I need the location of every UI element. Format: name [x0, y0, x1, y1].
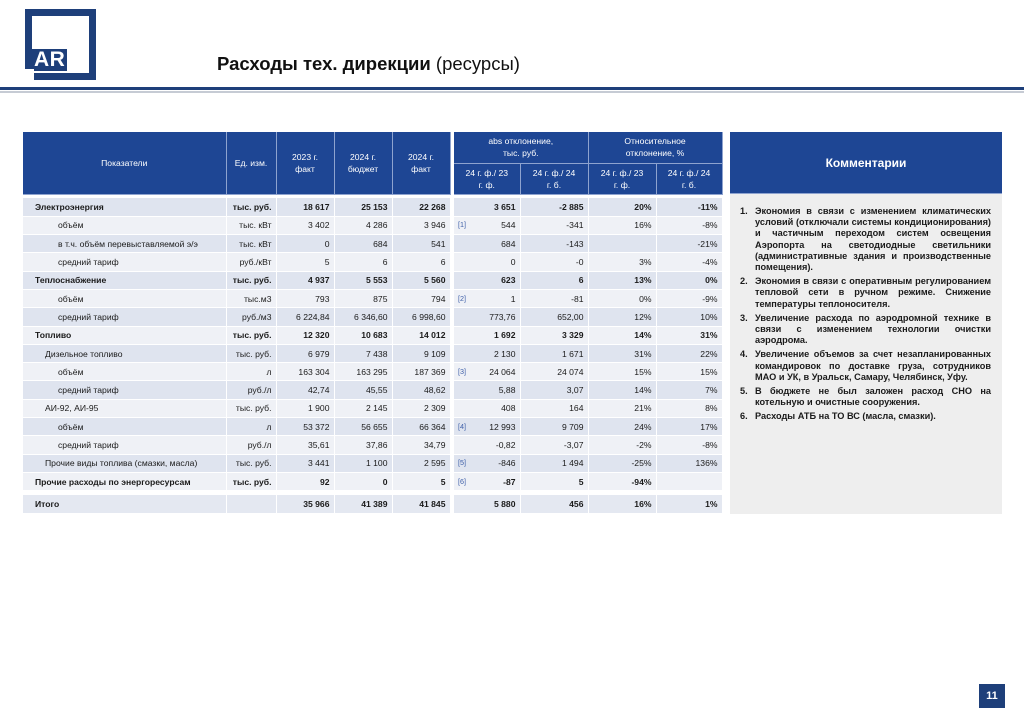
table-cell: 37,86	[334, 436, 392, 454]
table-cell: 35 966	[276, 495, 334, 513]
table-cell: 56 655	[334, 418, 392, 436]
table-cell: 35,61	[276, 436, 334, 454]
table-cell: тыс. кВт	[226, 216, 276, 234]
table-cell: 1 100	[334, 454, 392, 472]
footnote-ref: [2]	[458, 293, 466, 303]
header-divider	[0, 87, 1024, 90]
table-cell: 0%	[656, 271, 722, 289]
table-cell: 541	[392, 235, 450, 253]
table-row	[23, 271, 722, 289]
table-row	[23, 363, 722, 381]
table-cell: 5 880	[454, 495, 520, 513]
table-cell: объём	[23, 418, 226, 436]
table-cell: [2] 1	[454, 289, 520, 307]
table-cell: 3 402	[276, 216, 334, 234]
table-cell: [6] -87	[454, 472, 520, 490]
table-cell: 16%	[588, 216, 656, 234]
table-cell: л	[226, 418, 276, 436]
table-cell: 2 309	[392, 399, 450, 417]
table-row	[23, 418, 722, 436]
table-cell: 2 145	[334, 399, 392, 417]
table-cell: 9 709	[520, 418, 588, 436]
table-cell: -4%	[656, 253, 722, 271]
footnote-ref: [3]	[458, 366, 466, 376]
table-row	[23, 472, 722, 490]
table-cell: [3] 24 064	[454, 363, 520, 381]
table-cell: 5	[520, 472, 588, 490]
table-cell: 13%	[588, 271, 656, 289]
table-cell: средний тариф	[23, 436, 226, 454]
table-cell: 684	[454, 235, 520, 253]
table-cell: 794	[392, 289, 450, 307]
table-cell: 1 692	[454, 326, 520, 344]
table-cell: -0,82	[454, 436, 520, 454]
table-cell: 793	[276, 289, 334, 307]
table-cell: 66 364	[392, 418, 450, 436]
table-cell: 0	[276, 235, 334, 253]
table-cell: 20%	[588, 198, 656, 216]
table-row	[23, 436, 722, 454]
header-rel-vs-budget: 24 г. ф./ 24 г. б.	[656, 163, 722, 194]
table-cell: 6	[392, 253, 450, 271]
table-cell: -8%	[656, 216, 722, 234]
table-cell: 0%	[588, 289, 656, 307]
table-cell: Дизельное топливо	[23, 344, 226, 362]
table-cell: 53 372	[276, 418, 334, 436]
table-cell: 163 295	[334, 363, 392, 381]
table-cell: 684	[334, 235, 392, 253]
table-cell: 14%	[588, 381, 656, 399]
table-cell: 8%	[656, 399, 722, 417]
table-cell: -0	[520, 253, 588, 271]
table-cell: 5 553	[334, 271, 392, 289]
table-cell: средний тариф	[23, 308, 226, 326]
table-cell: Теплоснабжение	[23, 271, 226, 289]
page-title-bold: Расходы тех. дирекции	[217, 53, 431, 74]
header-rel-vs-2023: 24 г. ф./ 23 г. ф.	[588, 163, 656, 194]
table-cell: 48,62	[392, 381, 450, 399]
comment-item: 1. Экономия в связи с изменением климатических условий (отключали системы кондиционирования) и частичным переходом систем освещения Аэропорта на светодиодные светильники (административные здания и производственные помещения).	[740, 206, 991, 273]
table-cell: [4] 12 993	[454, 418, 520, 436]
table-cell: 773,76	[454, 308, 520, 326]
table-cell: 5	[392, 472, 450, 490]
header-unit: Ед. изм.	[226, 132, 276, 194]
table-cell: Топливо	[23, 326, 226, 344]
table-cell: 3 651	[454, 198, 520, 216]
footnote-ref: [5]	[458, 458, 466, 468]
table-cell: -3,07	[520, 436, 588, 454]
table-cell: средний тариф	[23, 253, 226, 271]
table-cell: [5] -846	[454, 454, 520, 472]
table-cell: -94%	[588, 472, 656, 490]
table-cell: -25%	[588, 454, 656, 472]
table-cell: 5 560	[392, 271, 450, 289]
table-cell: 15%	[656, 363, 722, 381]
table-row	[23, 454, 722, 472]
table-row	[23, 381, 722, 399]
table-row	[23, 326, 722, 344]
table-cell: 6 346,60	[334, 308, 392, 326]
table-cell: 18 617	[276, 198, 334, 216]
table-row-total	[23, 495, 722, 513]
table-cell: тыс. руб.	[226, 198, 276, 216]
table-cell: 9 109	[392, 344, 450, 362]
table-cell: 31%	[656, 326, 722, 344]
table-cell: объём	[23, 363, 226, 381]
table-row	[23, 399, 722, 417]
table-cell: Итого	[23, 495, 226, 513]
table-cell: руб./л	[226, 381, 276, 399]
table-cell: 14%	[588, 326, 656, 344]
header-rel-deviation: Относительное отклонение, %	[588, 132, 722, 163]
table-cell: 25 153	[334, 198, 392, 216]
table-cell: 45,55	[334, 381, 392, 399]
table-cell: 42,74	[276, 381, 334, 399]
table-cell: руб./л	[226, 436, 276, 454]
footnote-ref: [4]	[458, 421, 466, 431]
table-cell: объём	[23, 216, 226, 234]
table-cell: руб./кВт	[226, 253, 276, 271]
header-2024-budget: 2024 г. бюджет	[334, 132, 392, 194]
table-cell: тыс. кВт	[226, 235, 276, 253]
header-abs-vs-2023: 24 г. ф./ 23 г. ф.	[454, 163, 520, 194]
table-cell: 10%	[656, 308, 722, 326]
table-cell: 5,88	[454, 381, 520, 399]
table-row	[23, 344, 722, 362]
table-cell: -2%	[588, 436, 656, 454]
header-abs-deviation: abs отклонение, тыс. руб.	[454, 132, 588, 163]
table-row	[23, 308, 722, 326]
table-cell: [1] 544	[454, 216, 520, 234]
comment-item: 6. Расходы АТБ на ТО ВС (масла, смазки).	[740, 411, 936, 422]
table-cell: 6 979	[276, 344, 334, 362]
header-abs-vs-budget: 24 г. ф./ 24 г. б.	[520, 163, 588, 194]
table-cell: 14 012	[392, 326, 450, 344]
table-cell: 1 900	[276, 399, 334, 417]
table-cell: тыс. руб.	[226, 399, 276, 417]
table-cell: 4 286	[334, 216, 392, 234]
table-cell: л	[226, 363, 276, 381]
table-row	[23, 235, 722, 253]
page-title-rest: (ресурсы)	[430, 53, 520, 74]
table-cell: в т.ч. объём перевыставляемой э/э	[23, 235, 226, 253]
table-cell: 163 304	[276, 363, 334, 381]
table-cell: -9%	[656, 289, 722, 307]
table-row	[23, 216, 722, 234]
table-cell: 408	[454, 399, 520, 417]
table-cell: 3 441	[276, 454, 334, 472]
table-cell: 4 937	[276, 271, 334, 289]
comment-item: 2. Экономия в связи с оперативным регулированием тепловой сети в ручном режиме. Снижение температуры теплоносителя.	[740, 276, 991, 309]
table-cell: 3%	[588, 253, 656, 271]
table-cell: тыс. руб.	[226, 472, 276, 490]
table-cell: 164	[520, 399, 588, 417]
table-cell: -143	[520, 235, 588, 253]
table-cell: тыс. руб.	[226, 344, 276, 362]
table-cell: 22%	[656, 344, 722, 362]
table-cell: 136%	[656, 454, 722, 472]
table-cell: 652,00	[520, 308, 588, 326]
table-cell: тыс. руб.	[226, 271, 276, 289]
table-cell: 24 074	[520, 363, 588, 381]
header-2024-fact: 2024 г. факт	[392, 132, 450, 194]
table-cell: АИ-92, АИ-95	[23, 399, 226, 417]
table-cell: -11%	[656, 198, 722, 216]
table-cell: 456	[520, 495, 588, 513]
table-cell: 187 369	[392, 363, 450, 381]
table-cell: 34,79	[392, 436, 450, 454]
table-cell	[226, 495, 276, 513]
table-row	[23, 289, 722, 307]
table-cell: руб./м3	[226, 308, 276, 326]
table-cell: тыс.м3	[226, 289, 276, 307]
table-cell: 1%	[656, 495, 722, 513]
table-cell: 3 329	[520, 326, 588, 344]
table-cell: 12%	[588, 308, 656, 326]
table-cell: 10 683	[334, 326, 392, 344]
table-cell: -2 885	[520, 198, 588, 216]
comment-item: 4. Увеличение объемов за счет незапланированных командировок по доставке груза, сотрудников МАО и УК, в Уральск, Самару, Челябинск, Уфу.	[740, 349, 991, 382]
table-cell: Прочие виды топлива (смазки, масла)	[23, 454, 226, 472]
header-2023-fact: 2023 г. факт	[276, 132, 334, 194]
header-divider-light	[0, 91, 1024, 93]
table-cell: 6	[520, 271, 588, 289]
logo-text: AR	[34, 48, 66, 71]
comments-title: Комментарии	[730, 132, 1002, 194]
table-cell: объём	[23, 289, 226, 307]
page-title	[217, 53, 520, 75]
comments-panel	[730, 132, 1002, 514]
table-cell: 1 671	[520, 344, 588, 362]
comment-item: 3. Увеличение расхода по аэродромной технике в связи с изменением технологии очистки аэродрома.	[740, 312, 991, 346]
table-cell: 0	[454, 253, 520, 271]
table-cell: -8%	[656, 436, 722, 454]
table-cell: 16%	[588, 495, 656, 513]
table-cell: 21%	[588, 399, 656, 417]
table-cell	[656, 472, 722, 490]
table-cell: Электроэнергия	[23, 198, 226, 216]
table-cell: 41 845	[392, 495, 450, 513]
table-cell: 3 946	[392, 216, 450, 234]
footnote-ref: [6]	[458, 476, 466, 486]
table-cell: 12 320	[276, 326, 334, 344]
table-cell: 2 595	[392, 454, 450, 472]
table-cell: 15%	[588, 363, 656, 381]
table-cell: 875	[334, 289, 392, 307]
table-cell	[588, 235, 656, 253]
table-cell: 7%	[656, 381, 722, 399]
table-row	[23, 253, 722, 271]
table-cell: 7 438	[334, 344, 392, 362]
table-cell: -21%	[656, 235, 722, 253]
page-number: 11	[979, 684, 1005, 708]
table-cell: тыс. руб.	[226, 454, 276, 472]
table-cell: 6 998,60	[392, 308, 450, 326]
table-cell: 0	[334, 472, 392, 490]
comment-item: 5. В бюджете не был заложен расход СНО на котельную и очистные сооружения.	[740, 386, 991, 408]
table-cell: 22 268	[392, 198, 450, 216]
table-cell: тыс. руб.	[226, 326, 276, 344]
table-cell: 3,07	[520, 381, 588, 399]
table-cell: 31%	[588, 344, 656, 362]
table-cell: -81	[520, 289, 588, 307]
table-cell: 1 494	[520, 454, 588, 472]
expenses-table	[23, 132, 723, 514]
table-cell: 6 224,84	[276, 308, 334, 326]
table-row	[23, 198, 722, 216]
table-cell: 623	[454, 271, 520, 289]
footnote-ref: [1]	[458, 220, 466, 230]
table-cell: средний тариф	[23, 381, 226, 399]
header-indicators: Показатели	[23, 132, 226, 194]
table-cell: -341	[520, 216, 588, 234]
company-logo	[25, 9, 96, 80]
table-cell: 5	[276, 253, 334, 271]
comments-list	[740, 206, 991, 426]
table-cell: 24%	[588, 418, 656, 436]
table-cell: Прочие расходы по энергоресурсам	[23, 472, 226, 490]
table-cell: 6	[334, 253, 392, 271]
table-cell: 41 389	[334, 495, 392, 513]
table-cell: 92	[276, 472, 334, 490]
table-cell: 17%	[656, 418, 722, 436]
table-cell: 2 130	[454, 344, 520, 362]
